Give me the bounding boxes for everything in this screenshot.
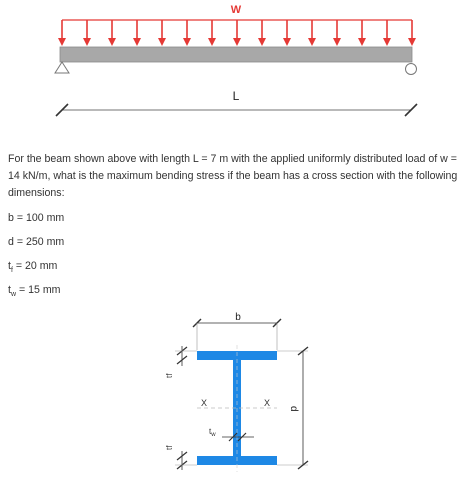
axis-label-right: X [264, 398, 271, 408]
dim-subscript: f [10, 267, 13, 275]
tf-top-label: tf [165, 373, 174, 378]
axis-label-left: X [201, 398, 208, 408]
load-arrow-head [183, 38, 191, 46]
dim-value: = 250 mm [13, 236, 65, 248]
roller-support [406, 64, 417, 75]
dim-symbol: t [8, 284, 11, 296]
beam-diagram [0, 0, 476, 130]
load-arrow-head [158, 38, 166, 46]
d-label: d [288, 406, 299, 412]
distributed-load-arrows [58, 20, 416, 46]
tf-bottom-label: tf [165, 445, 174, 450]
load-arrow-head [283, 38, 291, 46]
dim-value: = 15 mm [16, 284, 61, 296]
dim-value: = 20 mm [12, 260, 58, 272]
pin-support [55, 62, 69, 73]
load-arrow-head [308, 38, 316, 46]
dimension-list [8, 210, 64, 306]
question-text: For the beam shown above with length L = 7 m with the applied uniformly distributed load of w = 14 kN/m, what is the maximum bending stress if the beam has a cross section with the following dimensions: [8, 153, 458, 199]
load-arrow-head [108, 38, 116, 46]
b-label: b [235, 312, 241, 323]
dim-subscript: w [10, 291, 17, 299]
load-label: W [230, 4, 242, 16]
dimension-d [8, 234, 64, 258]
load-arrow-head [383, 38, 391, 46]
dimension-tw [8, 282, 64, 306]
load-arrow-head [133, 38, 141, 46]
load-arrow-head [333, 38, 341, 46]
load-arrow-head [233, 38, 241, 46]
load-arrow-head [208, 38, 216, 46]
load-arrow-head [258, 38, 266, 46]
tw-label: $t_w$ [209, 427, 216, 438]
dim-symbol: b [8, 212, 14, 224]
length-label: L [232, 89, 240, 103]
dim-symbol: d [8, 236, 14, 248]
load-arrow-head [358, 38, 366, 46]
load-arrow-head [58, 38, 66, 46]
i-beam-cross-section [160, 310, 330, 486]
load-arrow-head [408, 38, 416, 46]
dim-symbol: t [8, 260, 11, 272]
dimension-b [8, 210, 64, 234]
beam-body [60, 47, 412, 62]
dim-value: = 100 mm [13, 212, 65, 224]
dimension-tf [8, 258, 64, 282]
load-arrow-head [83, 38, 91, 46]
